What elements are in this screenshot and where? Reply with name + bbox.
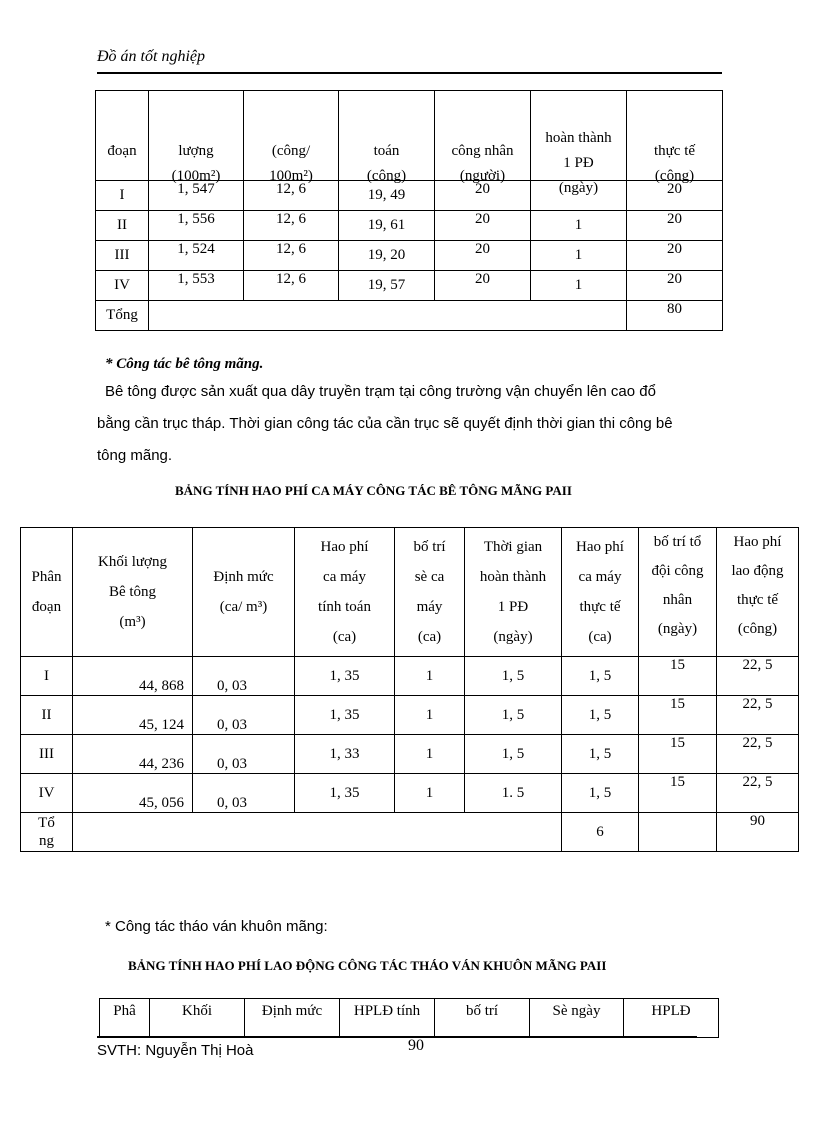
t1-cell: I bbox=[96, 181, 149, 211]
t2-cell: 1 bbox=[395, 657, 465, 696]
table2-title: BẢNG TÍNH HAO PHÍ CA MÁY CÔNG TÁC BÊ TÔNG MÃNG PAII bbox=[175, 483, 572, 498]
t2-header: Khối lượng Bê tông (m³) bbox=[73, 528, 193, 657]
t2-total-cong: 90 bbox=[717, 813, 799, 852]
table-row bbox=[96, 241, 723, 271]
t2-cell: 0, 03 bbox=[193, 657, 295, 696]
t1-cell: 20 bbox=[435, 211, 531, 241]
section-title-betong: * Công tác bê tông mãng. bbox=[105, 356, 264, 372]
t2-cell: 0, 03 bbox=[193, 774, 295, 813]
formwork-removal-table bbox=[99, 998, 719, 1038]
t2-cell: 1, 33 bbox=[295, 735, 395, 774]
t1-cell: 20 bbox=[627, 241, 723, 271]
t1-cell: 1, 553 bbox=[149, 271, 244, 301]
t3-header: HPLĐ tính bbox=[340, 999, 435, 1038]
t2-cell: 0, 03 bbox=[193, 735, 295, 774]
t1-header-luong: lượng (100m²) bbox=[149, 91, 244, 181]
t2-cell: 0, 03 bbox=[193, 696, 295, 735]
t2-total-empty bbox=[73, 813, 562, 852]
t1-cell: 12, 6 bbox=[244, 241, 339, 271]
t1-cell: 19, 61 bbox=[339, 211, 435, 241]
t1-header-tinhtoan: toán (công) bbox=[339, 91, 435, 181]
t2-cell: 22, 5 bbox=[717, 774, 799, 813]
table-row bbox=[21, 657, 799, 696]
t2-cell: 45, 056 bbox=[73, 774, 193, 813]
section-title-thaovan: * Công tác tháo ván khuôn mãng: bbox=[105, 918, 328, 935]
t1-cell: II bbox=[96, 211, 149, 241]
t2-cell: I bbox=[21, 657, 73, 696]
t1-header-congnhan: công nhân (người) bbox=[435, 91, 531, 181]
table-row bbox=[96, 301, 723, 331]
t2-cell: 1, 5 bbox=[465, 657, 562, 696]
t2-cell: 1, 35 bbox=[295, 774, 395, 813]
t2-cell: 1, 35 bbox=[295, 696, 395, 735]
t2-cell: IV bbox=[21, 774, 73, 813]
t2-cell: 1, 5 bbox=[465, 735, 562, 774]
header-title: Đồ án tốt nghiệp bbox=[97, 48, 205, 65]
t2-total-empty2 bbox=[639, 813, 717, 852]
t2-cell: 15 bbox=[639, 657, 717, 696]
t2-cell: 1, 5 bbox=[562, 735, 639, 774]
t1-cell: 20 bbox=[435, 271, 531, 301]
table-row bbox=[100, 999, 719, 1038]
t2-header: Hao phí lao động thực tế (công) bbox=[717, 528, 799, 657]
t2-cell: 1. 5 bbox=[465, 774, 562, 813]
t3-header: Sè ngày bbox=[530, 999, 624, 1038]
t1-cell: 20 bbox=[435, 241, 531, 271]
t1-cell: 19, 57 bbox=[339, 271, 435, 301]
t2-cell: 1 bbox=[395, 735, 465, 774]
t2-header: bố trí tổ đội công nhân (ngày) bbox=[639, 528, 717, 657]
t1-cell: 12, 6 bbox=[244, 211, 339, 241]
t2-cell: 45, 124 bbox=[73, 696, 193, 735]
t2-cell: 1, 5 bbox=[562, 696, 639, 735]
t2-cell: II bbox=[21, 696, 73, 735]
t3-header: Định mức bbox=[245, 999, 340, 1038]
table-row bbox=[96, 211, 723, 241]
table3-title: BẢNG TÍNH HAO PHÍ LAO ĐỘNG CÔNG TÁC THÁO VÁN KHUÔN MÃNG PAII bbox=[128, 958, 607, 973]
t2-cell: III bbox=[21, 735, 73, 774]
footer-author: SVTH: Nguyễn Thị Hoà bbox=[97, 1042, 254, 1059]
t1-cell: 20 bbox=[627, 211, 723, 241]
t2-cell: 15 bbox=[639, 774, 717, 813]
t2-cell: 1, 5 bbox=[465, 696, 562, 735]
t1-header-thucte: thực tế (công) bbox=[627, 91, 723, 181]
t2-cell: 22, 5 bbox=[717, 696, 799, 735]
t2-cell: 44, 236 bbox=[73, 735, 193, 774]
t1-cell: 19, 20 bbox=[339, 241, 435, 271]
t3-header: Phâ bbox=[100, 999, 150, 1038]
t1-total-label: Tổng bbox=[96, 301, 149, 331]
t1-cell: 1 bbox=[531, 211, 627, 241]
t2-cell: 1 bbox=[395, 774, 465, 813]
t2-cell: 1, 5 bbox=[562, 657, 639, 696]
t3-header: Khối bbox=[150, 999, 245, 1038]
t1-cell: 20 bbox=[627, 271, 723, 301]
t2-total-label: Tổng bbox=[21, 813, 73, 852]
t1-cell: IV bbox=[96, 271, 149, 301]
t2-cell: 15 bbox=[639, 696, 717, 735]
table-row bbox=[21, 696, 799, 735]
t2-cell: 22, 5 bbox=[717, 735, 799, 774]
t1-cell: 1 bbox=[531, 271, 627, 301]
t1-cell: 20 bbox=[627, 181, 723, 211]
page-number: 90 bbox=[408, 1037, 424, 1054]
t1-cell: 12, 6 bbox=[244, 181, 339, 211]
t1-header-dinhmuc: (công/ 100m²) bbox=[244, 91, 339, 181]
footer-rule bbox=[97, 1036, 697, 1038]
table-row bbox=[96, 271, 723, 301]
t2-header: bố trí sè ca máy (ca) bbox=[395, 528, 465, 657]
t2-header: Hao phí ca máy tính toán (ca) bbox=[295, 528, 395, 657]
machine-cost-table bbox=[20, 527, 799, 852]
t1-cell: 1, 547 bbox=[149, 181, 244, 211]
header-rule bbox=[97, 72, 722, 74]
t2-header: Hao phí ca máy thực tế (ca) bbox=[562, 528, 639, 657]
t2-cell: 15 bbox=[639, 735, 717, 774]
labor-table-1 bbox=[95, 90, 723, 331]
table-row bbox=[96, 181, 723, 211]
t2-cell: 44, 868 bbox=[73, 657, 193, 696]
t1-header-doan: đoạn bbox=[96, 91, 149, 181]
t1-cell: 19, 49 bbox=[339, 181, 435, 211]
t2-header: Thời gian hoàn thành 1 PĐ (ngày) bbox=[465, 528, 562, 657]
t1-cell: 1, 524 bbox=[149, 241, 244, 271]
table-row bbox=[21, 735, 799, 774]
t1-cell: 12, 6 bbox=[244, 271, 339, 301]
t2-cell: 22, 5 bbox=[717, 657, 799, 696]
t1-cell: 20 bbox=[435, 181, 531, 211]
table-row bbox=[21, 774, 799, 813]
t1-cell: 1, 556 bbox=[149, 211, 244, 241]
table-row bbox=[21, 813, 799, 852]
t2-header: Phân đoạn bbox=[21, 528, 73, 657]
paragraph-line: tông mãng. bbox=[97, 447, 173, 464]
t2-cell: 1, 5 bbox=[562, 774, 639, 813]
t2-total-ca: 6 bbox=[562, 813, 639, 852]
t1-total-empty bbox=[149, 301, 627, 331]
paragraph-line: Bê tông được sản xuất qua dây truyền trạm tại công trường vận chuyển lên cao đổ bbox=[105, 383, 656, 400]
t1-cell: 1 bbox=[531, 241, 627, 271]
t2-cell: 1 bbox=[395, 696, 465, 735]
t2-header: Định mức (ca/ m³) bbox=[193, 528, 295, 657]
t1-cell: III bbox=[96, 241, 149, 271]
t2-cell: 1, 35 bbox=[295, 657, 395, 696]
paragraph-line: bằng cần trục tháp. Thời gian công tác của cần trục sẽ quyết định thời gian thi công bê bbox=[97, 415, 673, 432]
t1-header-hoanthanh: hoàn thành 1 PĐ (ngày) bbox=[531, 91, 627, 181]
t3-header: bố trí bbox=[435, 999, 530, 1038]
t1-total-value: 80 bbox=[627, 301, 723, 331]
t3-header: HPLĐ bbox=[624, 999, 719, 1038]
